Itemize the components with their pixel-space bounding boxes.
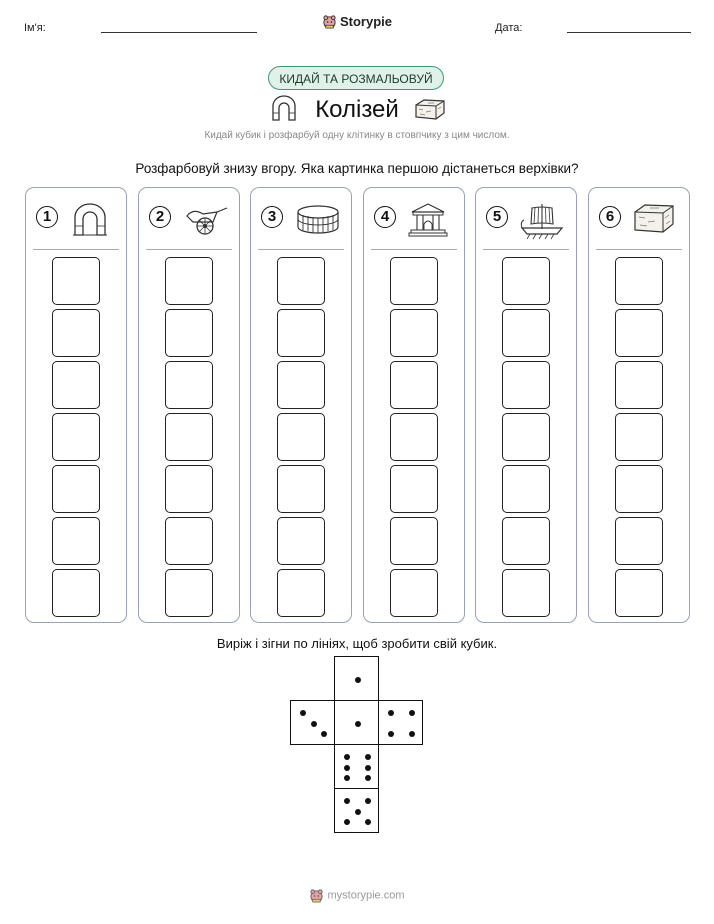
ship-icon [520, 202, 564, 240]
color-cell[interactable] [165, 569, 213, 617]
die-pip [365, 798, 371, 804]
die-pip [344, 798, 350, 804]
color-cell[interactable] [52, 309, 100, 357]
color-cell[interactable] [52, 569, 100, 617]
color-cell[interactable] [502, 309, 550, 357]
column-1 [25, 187, 127, 623]
column-number: 2 [149, 206, 171, 228]
column-number: 6 [599, 206, 621, 228]
temple-icon [408, 202, 448, 238]
color-cell[interactable] [615, 361, 663, 409]
column-number: 1 [36, 206, 58, 228]
footer-site: mystorypie.com [327, 889, 405, 902]
name-label: Ім'я: [24, 22, 46, 34]
color-cell[interactable] [52, 413, 100, 461]
name-line[interactable] [101, 32, 257, 33]
column-divider [33, 249, 119, 250]
storypie-logo-icon [309, 888, 324, 903]
die-pip [388, 731, 394, 737]
date-label: Дата: [495, 22, 523, 34]
color-cell[interactable] [502, 413, 550, 461]
column-divider [596, 249, 682, 250]
color-cell[interactable] [52, 517, 100, 565]
die-pip [321, 731, 327, 737]
color-cell[interactable] [277, 361, 325, 409]
column-3 [250, 187, 352, 623]
column-number: 4 [374, 206, 396, 228]
color-cell[interactable] [615, 257, 663, 305]
die-face-bottom [334, 788, 379, 833]
column-number: 5 [486, 206, 508, 228]
column-header [139, 202, 239, 238]
color-cell[interactable] [52, 361, 100, 409]
storypie-logo-icon [322, 14, 337, 29]
column-header [364, 202, 464, 238]
column-4 [363, 187, 465, 623]
column-6 [588, 187, 690, 623]
subtitle: Кидай кубик і розфарбуй одну клітинку в стовпчику з цим числом. [204, 130, 510, 141]
color-cell[interactable] [390, 517, 438, 565]
die-pip [355, 721, 361, 727]
color-cell[interactable] [165, 517, 213, 565]
color-cell[interactable] [615, 569, 663, 617]
die-face-top [334, 656, 379, 701]
die-pip [300, 710, 306, 716]
column-divider [483, 249, 569, 250]
stone-block-icon [633, 202, 675, 236]
color-cell[interactable] [165, 413, 213, 461]
color-cell[interactable] [52, 465, 100, 513]
die-pip [365, 819, 371, 825]
column-header [251, 202, 351, 238]
stone-block-icon [414, 97, 446, 121]
die-pip [355, 809, 361, 815]
chariot-icon [183, 202, 229, 236]
color-cell[interactable] [390, 413, 438, 461]
color-cell[interactable] [615, 413, 663, 461]
color-cell[interactable] [390, 465, 438, 513]
column-header [589, 202, 689, 238]
die-pip [355, 677, 361, 683]
die-pip [365, 754, 371, 760]
brand [0, 13, 714, 29]
color-cell[interactable] [277, 309, 325, 357]
color-cell[interactable] [277, 257, 325, 305]
die-pip [409, 710, 415, 716]
column-number: 3 [261, 206, 283, 228]
page-title: Колізей [315, 96, 399, 123]
color-cell[interactable] [502, 517, 550, 565]
footer [0, 888, 714, 903]
brand-name: Storypie [339, 14, 392, 30]
die-pip [388, 710, 394, 716]
color-cell[interactable] [277, 569, 325, 617]
color-cell[interactable] [615, 465, 663, 513]
column-divider [371, 249, 457, 250]
die-pip [311, 721, 317, 727]
color-cell[interactable] [390, 361, 438, 409]
color-cell[interactable] [502, 569, 550, 617]
die-pip [409, 731, 415, 737]
color-cell[interactable] [277, 517, 325, 565]
colosseum-icon [295, 202, 341, 236]
die-pip [344, 819, 350, 825]
column-divider [258, 249, 344, 250]
color-cell[interactable] [615, 517, 663, 565]
color-cell[interactable] [165, 257, 213, 305]
column-header [26, 202, 126, 238]
color-cell[interactable] [390, 309, 438, 357]
activity-badge: КИДАЙ ТА РОЗМАЛЬОВУЙ [268, 66, 444, 90]
color-cell[interactable] [52, 257, 100, 305]
die-face-right [378, 700, 423, 745]
color-cell[interactable] [165, 309, 213, 357]
color-cell[interactable] [277, 465, 325, 513]
date-line[interactable] [567, 32, 691, 33]
column-divider [146, 249, 232, 250]
column-header [476, 202, 576, 238]
color-cell[interactable] [165, 465, 213, 513]
color-cell[interactable] [502, 257, 550, 305]
column-2 [138, 187, 240, 623]
color-cell[interactable] [615, 309, 663, 357]
die-face-lower [334, 744, 379, 789]
die-pip [344, 754, 350, 760]
die-pip [365, 775, 371, 781]
die-pip [365, 765, 371, 771]
color-cell[interactable] [390, 569, 438, 617]
color-cell[interactable] [277, 413, 325, 461]
instruction: Розфарбовуй знизу вгору. Яка картинка першою дістанеться верхівки? [135, 161, 579, 176]
color-cell[interactable] [165, 361, 213, 409]
die-pip [344, 765, 350, 771]
color-cell[interactable] [502, 361, 550, 409]
arch-icon [70, 202, 110, 236]
die-instruction: Виріж і зігни по лініях, щоб зробити свій кубик. [216, 636, 498, 651]
column-5 [475, 187, 577, 623]
color-cell[interactable] [390, 257, 438, 305]
color-cell[interactable] [502, 465, 550, 513]
die-pip [344, 775, 350, 781]
die-face-left [290, 700, 335, 745]
die-face-center [334, 700, 379, 745]
